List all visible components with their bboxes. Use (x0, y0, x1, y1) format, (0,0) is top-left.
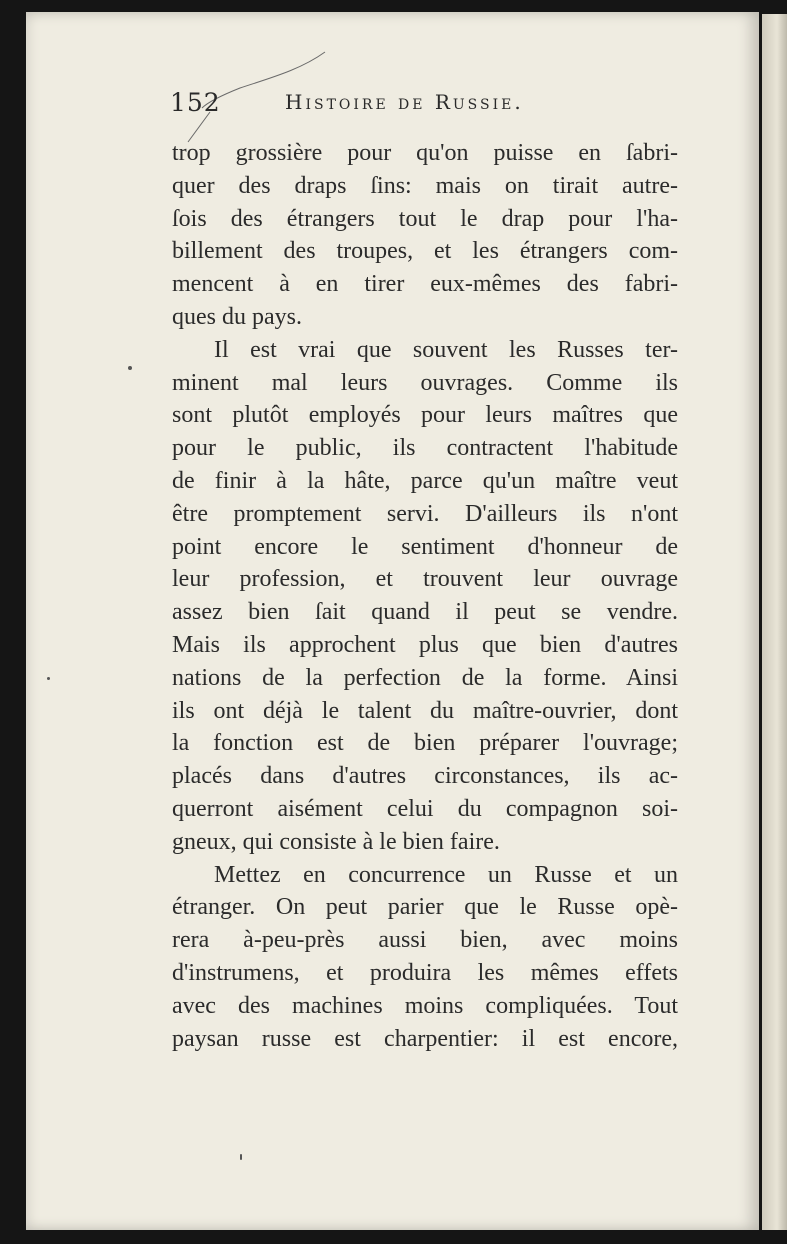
text-line: de finir à la hâte, parce qu'un maître veut (172, 467, 678, 494)
text-line: la fonction est de bien préparer l'ouvrage; (172, 730, 678, 757)
text-line: billement des troupes, et les étrangers com- (172, 238, 678, 265)
text-line: Mais ils approchent plus que bien d'autres (172, 631, 678, 658)
paragraph-2 (172, 334, 678, 859)
text-line: être promptement servi. D'ailleurs ils n'ont (172, 500, 678, 527)
text-line: Mettez en concurrence un Russe et un (214, 861, 678, 888)
facing-page-edge (762, 14, 787, 1230)
text-line: ſois des étrangers tout le drap pour l'ha- (172, 205, 678, 232)
text-line: ques du pays. (172, 303, 302, 330)
text-line: sont plutôt employés pour leurs maîtres que (172, 402, 678, 429)
ink-speck (240, 1154, 242, 1160)
text-line: avec des machines moins compliquées. Tout (172, 992, 678, 1019)
text-line: assez bien ſait quand il peut se vendre. (172, 599, 678, 626)
text-line: ils ont déjà le talent du maître-ouvrier, dont (172, 697, 678, 724)
running-head (170, 88, 690, 118)
text-line: d'instrumens, et produira les mêmes effets (172, 959, 678, 986)
page-number: 152 (170, 88, 221, 117)
ink-speck (128, 366, 132, 370)
text-line: rera à-peu-près aussi bien, avec moins (172, 927, 678, 954)
paragraph-1 (172, 137, 678, 334)
text-line: point encore le sentiment d'honneur de (172, 533, 678, 560)
text-line: placés dans d'autres circonstances, ils ac- (172, 763, 678, 790)
text-line: paysan russe est charpentier: il est encore, (172, 1025, 678, 1052)
text-line: nations de la perfection de la forme. Ainsi (172, 664, 678, 691)
text-line: querront aisément celui du compagnon soi- (172, 795, 678, 822)
text-line: mencent à en tirer eux-mêmes des fabri- (172, 271, 678, 298)
text-line: trop grossière pour qu'on puisse en ſabri- (172, 140, 678, 166)
running-title: Histoire de Russie. (285, 90, 524, 114)
paragraph-3 (172, 859, 678, 1056)
ink-speck (47, 677, 50, 680)
text-line: minent mal leurs ouvrages. Comme ils (172, 369, 678, 396)
text-line: Il est vrai que souvent les Russes ter- (214, 336, 678, 363)
text-line: quer des draps ſins: mais on tirait autre- (172, 172, 678, 199)
text-line: pour le public, ils contractent l'habitude (172, 435, 678, 462)
text-line: leur profession, et trouvent leur ouvrage (172, 566, 678, 593)
body-text (172, 137, 678, 1055)
text-line: gneux, qui consiste à le bien faire. (172, 828, 500, 855)
text-line: étranger. On peut parier que le Russe opè- (172, 894, 678, 921)
